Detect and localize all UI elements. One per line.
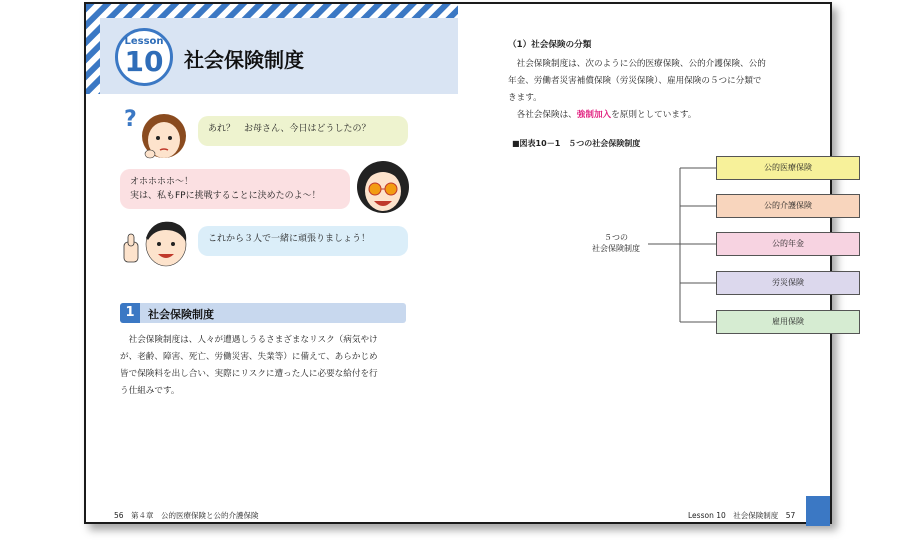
tree-connectors bbox=[458, 4, 830, 526]
body-text-pre: 各社会保険は、 bbox=[508, 110, 577, 120]
section-heading bbox=[120, 303, 406, 323]
body-line: 社会保険制度は、人々が遭遇しうるさまざまなリスク（病気やけ bbox=[120, 335, 378, 345]
body-line: が、老齢、障害、死亡、労働災害、失業等）に備えて、あらかじめ bbox=[120, 352, 378, 362]
left-page bbox=[86, 4, 458, 522]
subheading: （1）社会保険の分類 bbox=[508, 40, 592, 50]
body-line: う仕組みです。 bbox=[120, 386, 180, 396]
boy-character-icon bbox=[122, 216, 194, 270]
speech-bubble-boy: これから３人で一緒に頑張りましょう！ bbox=[198, 226, 408, 256]
page-footer-left: 56 第４章 公的医療保険と公的介護保険 bbox=[114, 511, 259, 520]
root-line: 社会保険制度 bbox=[592, 244, 640, 253]
body-text-post: を原則としています。 bbox=[611, 110, 697, 120]
mother-line-2: 実は、私もFPに挑戦することに決めたのよ～！ bbox=[130, 191, 321, 201]
box-medical-insurance: 公的医療保険 bbox=[716, 156, 860, 180]
figure-title: ■図表10－1 ５つの社会保険制度 bbox=[512, 139, 641, 148]
lesson-word: Lesson bbox=[124, 36, 164, 47]
svg-text:?: ? bbox=[124, 107, 137, 132]
emphasis-text: 強制加入 bbox=[576, 110, 612, 120]
girl-character-icon bbox=[122, 106, 194, 164]
book-spread bbox=[84, 2, 832, 524]
body-line: 社会保険制度は、次のように公的医療保険、公的介護保険、公的 bbox=[508, 59, 766, 69]
speech-bubble-mother bbox=[120, 169, 350, 209]
body-line: 皆で保険料を出し合い、実際にリスクに遭った人に必要な給付を行 bbox=[120, 369, 378, 379]
box-care-insurance: 公的介護保険 bbox=[716, 194, 860, 218]
mother-character-icon bbox=[354, 159, 412, 219]
box-workers-accident: 労災保険 bbox=[716, 271, 860, 295]
box-public-pension: 公的年金 bbox=[716, 232, 860, 256]
section-title: 社会保険制度 bbox=[148, 308, 214, 321]
right-page bbox=[458, 4, 830, 522]
tree-root-label bbox=[576, 232, 656, 254]
mother-line-1: オホホホホ～！ bbox=[130, 177, 194, 187]
root-line: ５つの bbox=[604, 233, 628, 242]
section-number: 1 bbox=[120, 303, 140, 323]
body-line: 年金、労働者災害補償保険（労災保険）、雇用保険の５つに分類で bbox=[508, 76, 762, 86]
box-employment-insurance: 雇用保険 bbox=[716, 310, 860, 334]
lesson-title: 社会保険制度 bbox=[184, 48, 304, 72]
body-line: きます。 bbox=[508, 93, 542, 103]
lesson-badge bbox=[115, 28, 173, 86]
speech-bubble-girl: あれ？ お母さん、今日はどうしたの？ bbox=[198, 116, 408, 146]
lesson-number: 10 bbox=[124, 45, 164, 78]
chapter-tab bbox=[806, 496, 830, 526]
section-body bbox=[120, 332, 410, 400]
page-footer-right: Lesson 10 社会保険制度 57 bbox=[688, 511, 796, 520]
